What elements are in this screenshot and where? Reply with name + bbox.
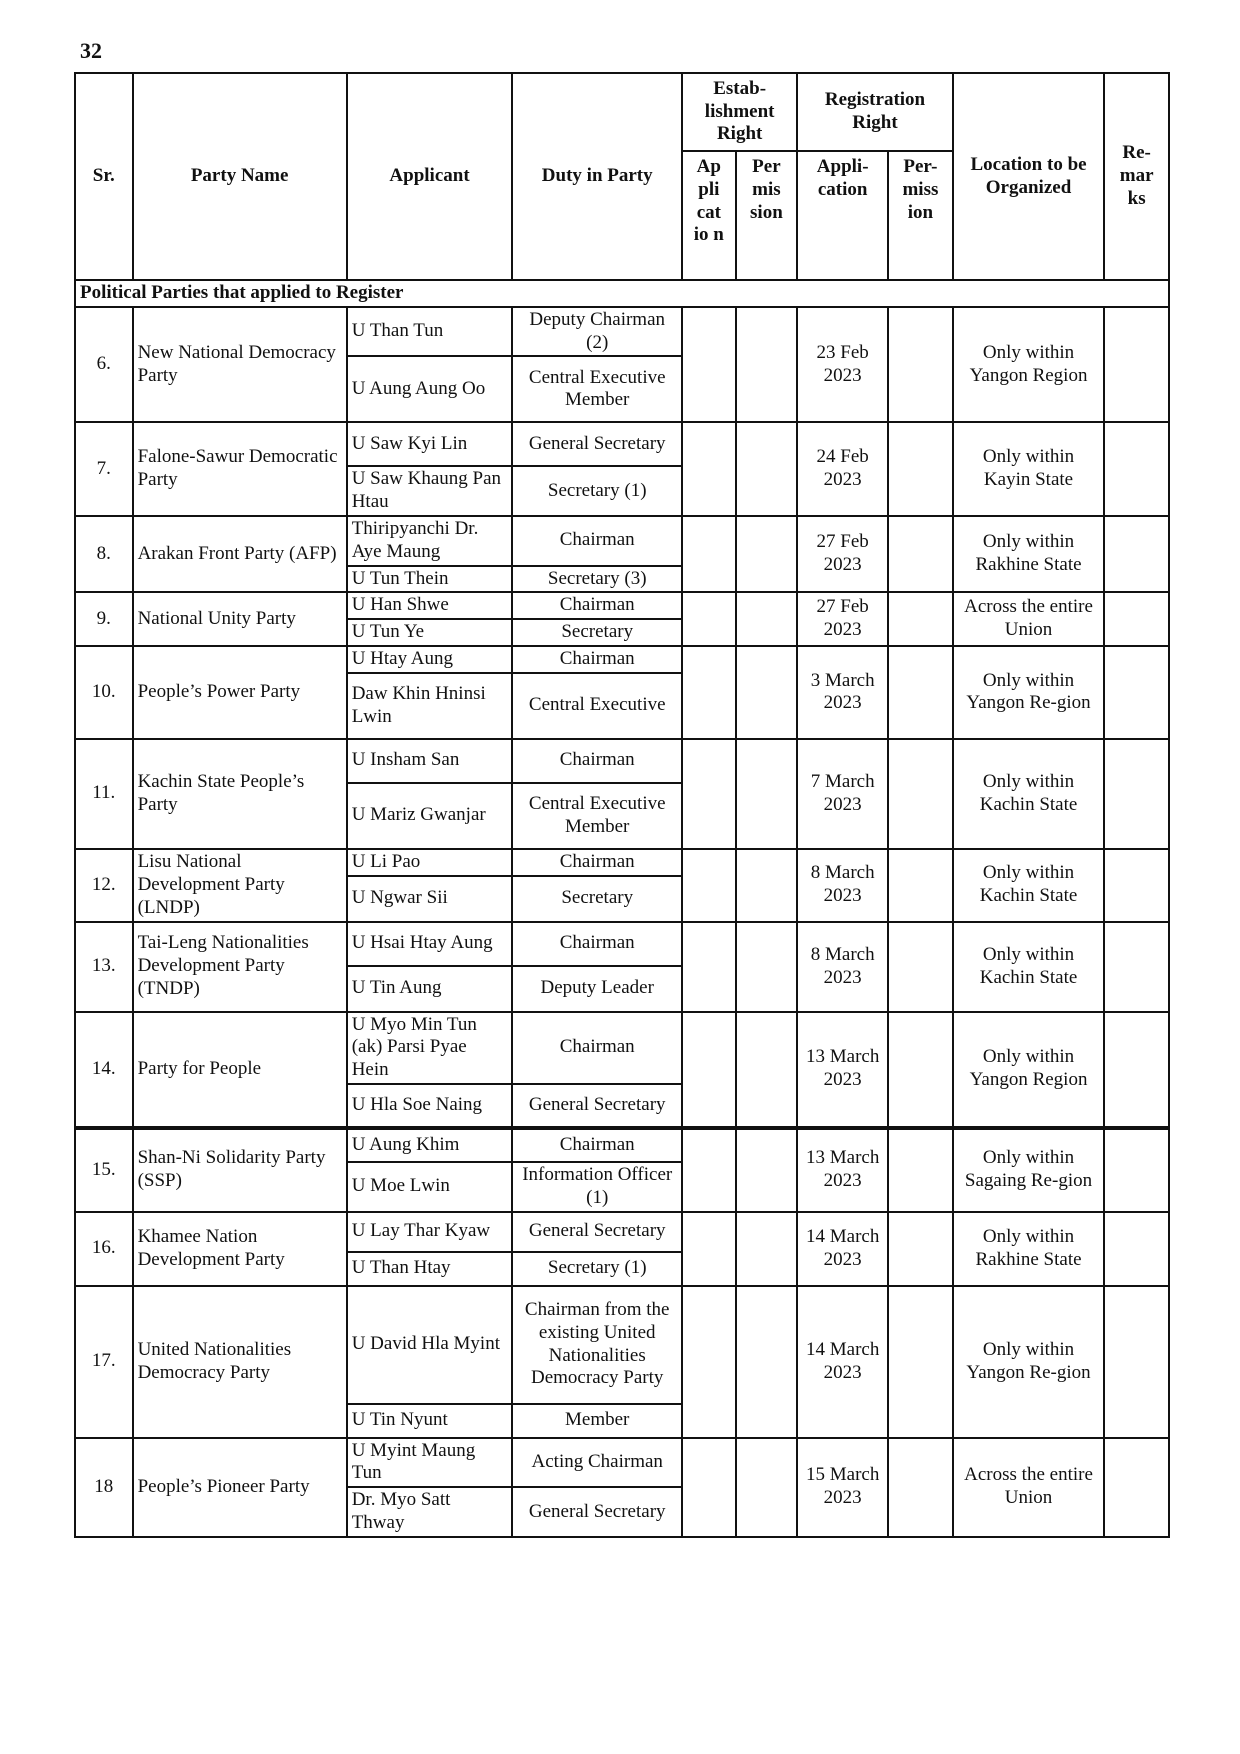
- row-remarks: [1104, 516, 1169, 592]
- row-applicant: U Tun Ye: [347, 619, 513, 646]
- table-row: [75, 1128, 1169, 1162]
- row-applicant: U Li Pao: [347, 849, 513, 876]
- row-reg-application-date: 13 March 2023: [797, 1128, 888, 1212]
- row-remarks: [1104, 592, 1169, 646]
- row-est-permission: [736, 592, 798, 646]
- row-party-name: Arakan Front Party (AFP): [133, 516, 347, 592]
- row-duty: Secretary: [512, 876, 682, 922]
- row-applicant: U Than Htay: [347, 1252, 513, 1286]
- row-est-permission: [736, 1286, 798, 1438]
- row-applicant: U Insham San: [347, 739, 513, 783]
- row-remarks: [1104, 1212, 1169, 1286]
- header-remarks: Re-mar ks: [1104, 73, 1169, 280]
- row-applicant: U Han Shwe: [347, 592, 513, 619]
- row-duty: Chairman from the existing United Nationalities Democracy Party: [512, 1286, 682, 1404]
- row-duty: Central Executive: [512, 673, 682, 739]
- row-remarks: [1104, 739, 1169, 849]
- header-reg-application: Appli-cation: [797, 151, 888, 280]
- row-applicant: Dr. Myo Satt Thway: [347, 1487, 513, 1537]
- row-est-application: [682, 849, 736, 922]
- row-est-application: [682, 1128, 736, 1212]
- row-reg-permission: [888, 1128, 953, 1212]
- header-party-name: Party Name: [133, 73, 347, 280]
- row-est-permission: [736, 1438, 798, 1537]
- row-reg-application-date: 15 March 2023: [797, 1438, 888, 1537]
- row-sr: 14.: [75, 1012, 133, 1128]
- row-est-application: [682, 1212, 736, 1286]
- row-est-application: [682, 739, 736, 849]
- row-location: Only within Kachin State: [953, 849, 1105, 922]
- row-applicant: U Aung Aung Oo: [347, 356, 513, 422]
- row-sr: 9.: [75, 592, 133, 646]
- row-remarks: [1104, 307, 1169, 423]
- row-party-name: National Unity Party: [133, 592, 347, 646]
- table-row: [75, 849, 1169, 876]
- row-est-application: [682, 1438, 736, 1537]
- row-party-name: United Nationalities Democracy Party: [133, 1286, 347, 1438]
- row-duty: Chairman: [512, 1128, 682, 1162]
- row-est-application: [682, 922, 736, 1012]
- row-duty: Deputy Chairman (2): [512, 307, 682, 357]
- row-reg-permission: [888, 1012, 953, 1128]
- row-est-application: [682, 592, 736, 646]
- row-duty: Member: [512, 1404, 682, 1438]
- row-est-permission: [736, 307, 798, 423]
- row-party-name: Shan-Ni Solidarity Party (SSP): [133, 1128, 347, 1212]
- row-sr: 7.: [75, 422, 133, 516]
- row-remarks: [1104, 849, 1169, 922]
- row-reg-application-date: 13 March 2023: [797, 1012, 888, 1128]
- row-location: Only within Yangon Re-gion: [953, 1286, 1105, 1438]
- row-est-permission: [736, 739, 798, 849]
- row-duty: Chairman: [512, 849, 682, 876]
- table-row: [75, 516, 1169, 566]
- row-remarks: [1104, 646, 1169, 739]
- row-duty: Deputy Leader: [512, 966, 682, 1012]
- row-remarks: [1104, 922, 1169, 1012]
- row-party-name: People’s Power Party: [133, 646, 347, 739]
- row-reg-application-date: 23 Feb 2023: [797, 307, 888, 423]
- row-applicant: U Myint Maung Tun: [347, 1438, 513, 1488]
- row-applicant: U Saw Kyi Lin: [347, 422, 513, 466]
- row-reg-application-date: 27 Feb 2023: [797, 516, 888, 592]
- row-party-name: Kachin State People’s Party: [133, 739, 347, 849]
- row-remarks: [1104, 1012, 1169, 1128]
- row-applicant: U Htay Aung: [347, 646, 513, 673]
- table-row: [75, 422, 1169, 466]
- row-applicant: Thiripyanchi Dr. Aye Maung: [347, 516, 513, 566]
- row-est-application: [682, 422, 736, 516]
- header-location: Location to be Organized: [953, 73, 1105, 280]
- row-applicant: U Moe Lwin: [347, 1162, 513, 1212]
- row-duty: Secretary (3): [512, 566, 682, 593]
- row-duty: Secretary (1): [512, 466, 682, 516]
- table-row: [75, 739, 1169, 783]
- row-duty: General Secretary: [512, 422, 682, 466]
- row-est-application: [682, 516, 736, 592]
- section-title: Political Parties that applied to Register: [75, 280, 1169, 307]
- row-reg-application-date: 14 March 2023: [797, 1286, 888, 1438]
- row-duty: General Secretary: [512, 1212, 682, 1252]
- header-registration-right: Registration Right: [797, 73, 953, 151]
- row-reg-permission: [888, 1286, 953, 1438]
- row-party-name: Lisu National Development Party (LNDP): [133, 849, 347, 922]
- row-location: Only within Kachin State: [953, 739, 1105, 849]
- row-applicant: U Than Tun: [347, 307, 513, 357]
- row-reg-permission: [888, 849, 953, 922]
- row-reg-permission: [888, 516, 953, 592]
- row-reg-application-date: 8 March 2023: [797, 849, 888, 922]
- row-sr: 17.: [75, 1286, 133, 1438]
- row-applicant: U Myo Min Tun (ak) Parsi Pyae Hein: [347, 1012, 513, 1084]
- row-duty: Secretary: [512, 619, 682, 646]
- row-duty: Chairman: [512, 922, 682, 966]
- row-reg-permission: [888, 922, 953, 1012]
- row-duty: Chairman: [512, 1012, 682, 1084]
- row-location: Only within Yangon Region: [953, 307, 1105, 423]
- row-sr: 13.: [75, 922, 133, 1012]
- row-est-application: [682, 1286, 736, 1438]
- row-est-permission: [736, 1128, 798, 1212]
- row-sr: 11.: [75, 739, 133, 849]
- header-reg-permission: Per-miss ion: [888, 151, 953, 280]
- row-reg-permission: [888, 307, 953, 423]
- row-duty: Acting Chairman: [512, 1438, 682, 1488]
- table-row: [75, 592, 1169, 619]
- row-remarks: [1104, 1438, 1169, 1537]
- row-location: Only within Rakhine State: [953, 1212, 1105, 1286]
- header-applicant: Applicant: [347, 73, 513, 280]
- row-sr: 6.: [75, 307, 133, 423]
- header-establishment-right: Estab-lishment Right: [682, 73, 797, 151]
- table-row: [75, 1012, 1169, 1084]
- row-location: Across the entire Union: [953, 1438, 1105, 1537]
- row-est-permission: [736, 1212, 798, 1286]
- header-duty: Duty in Party: [512, 73, 682, 280]
- row-duty: Central Executive Member: [512, 783, 682, 849]
- row-sr: 10.: [75, 646, 133, 739]
- row-applicant: Daw Khin Hninsi Lwin: [347, 673, 513, 739]
- row-applicant: U David Hla Myint: [347, 1286, 513, 1404]
- row-applicant: U Mariz Gwanjar: [347, 783, 513, 849]
- row-applicant: U Tun Thein: [347, 566, 513, 593]
- row-reg-application-date: 24 Feb 2023: [797, 422, 888, 516]
- row-est-application: [682, 307, 736, 423]
- row-duty: Chairman: [512, 739, 682, 783]
- row-location: Only within Yangon Re-gion: [953, 646, 1105, 739]
- row-location: Across the entire Union: [953, 592, 1105, 646]
- row-reg-application-date: 27 Feb 2023: [797, 592, 888, 646]
- row-reg-permission: [888, 1438, 953, 1537]
- row-party-name: Party for People: [133, 1012, 347, 1128]
- row-duty: General Secretary: [512, 1487, 682, 1537]
- row-reg-application-date: 8 March 2023: [797, 922, 888, 1012]
- row-est-permission: [736, 646, 798, 739]
- row-applicant: U Tin Nyunt: [347, 1404, 513, 1438]
- row-reg-permission: [888, 646, 953, 739]
- row-sr: 16.: [75, 1212, 133, 1286]
- row-reg-permission: [888, 592, 953, 646]
- row-location: Only within Yangon Region: [953, 1012, 1105, 1128]
- row-duty: Information Officer (1): [512, 1162, 682, 1212]
- row-reg-application-date: 7 March 2023: [797, 739, 888, 849]
- row-party-name: Falone-Sawur Democratic Party: [133, 422, 347, 516]
- row-location: Only within Rakhine State: [953, 516, 1105, 592]
- row-duty: Chairman: [512, 646, 682, 673]
- table-row: [75, 646, 1169, 673]
- row-est-permission: [736, 422, 798, 516]
- row-location: Only within Kachin State: [953, 922, 1105, 1012]
- row-reg-permission: [888, 1212, 953, 1286]
- row-est-application: [682, 646, 736, 739]
- row-est-application: [682, 1012, 736, 1128]
- row-reg-application-date: 14 March 2023: [797, 1212, 888, 1286]
- row-party-name: People’s Pioneer Party: [133, 1438, 347, 1537]
- table-row: [75, 1286, 1169, 1404]
- row-est-permission: [736, 516, 798, 592]
- row-duty: Central Executive Member: [512, 356, 682, 422]
- row-sr: 12.: [75, 849, 133, 922]
- row-applicant: U Saw Khaung Pan Htau: [347, 466, 513, 516]
- row-party-name: New National Democracy Party: [133, 307, 347, 423]
- row-location: Only within Kayin State: [953, 422, 1105, 516]
- row-est-permission: [736, 922, 798, 1012]
- row-party-name: Khamee Nation Development Party: [133, 1212, 347, 1286]
- row-sr: 18: [75, 1438, 133, 1537]
- header-est-permission: Per mis sion: [736, 151, 798, 280]
- row-location: Only within Sagaing Re-gion: [953, 1128, 1105, 1212]
- row-applicant: U Hsai Htay Aung: [347, 922, 513, 966]
- row-duty: Chairman: [512, 592, 682, 619]
- row-duty: Chairman: [512, 516, 682, 566]
- row-party-name: Tai-Leng Nationalities Development Party (TNDP): [133, 922, 347, 1012]
- row-sr: 8.: [75, 516, 133, 592]
- header-est-application: Ap pli cat io n: [682, 151, 736, 280]
- table-row: [75, 1438, 1169, 1488]
- table-row: [75, 1212, 1169, 1252]
- row-reg-application-date: 3 March 2023: [797, 646, 888, 739]
- row-remarks: [1104, 422, 1169, 516]
- table-row: [75, 307, 1169, 357]
- row-applicant: U Lay Thar Kyaw: [347, 1212, 513, 1252]
- row-sr: 15.: [75, 1128, 133, 1212]
- row-duty: General Secretary: [512, 1084, 682, 1128]
- row-est-permission: [736, 849, 798, 922]
- row-remarks: [1104, 1286, 1169, 1438]
- row-applicant: U Hla Soe Naing: [347, 1084, 513, 1128]
- header-sr: Sr.: [75, 73, 133, 280]
- party-registration-table: [74, 72, 1170, 1538]
- row-applicant: U Tin Aung: [347, 966, 513, 1012]
- row-applicant: U Aung Khim: [347, 1128, 513, 1162]
- row-applicant: U Ngwar Sii: [347, 876, 513, 922]
- row-remarks: [1104, 1128, 1169, 1212]
- row-est-permission: [736, 1012, 798, 1128]
- row-duty: Secretary (1): [512, 1252, 682, 1286]
- page-number: 32: [80, 38, 102, 63]
- table-row: [75, 922, 1169, 966]
- row-reg-permission: [888, 422, 953, 516]
- row-reg-permission: [888, 739, 953, 849]
